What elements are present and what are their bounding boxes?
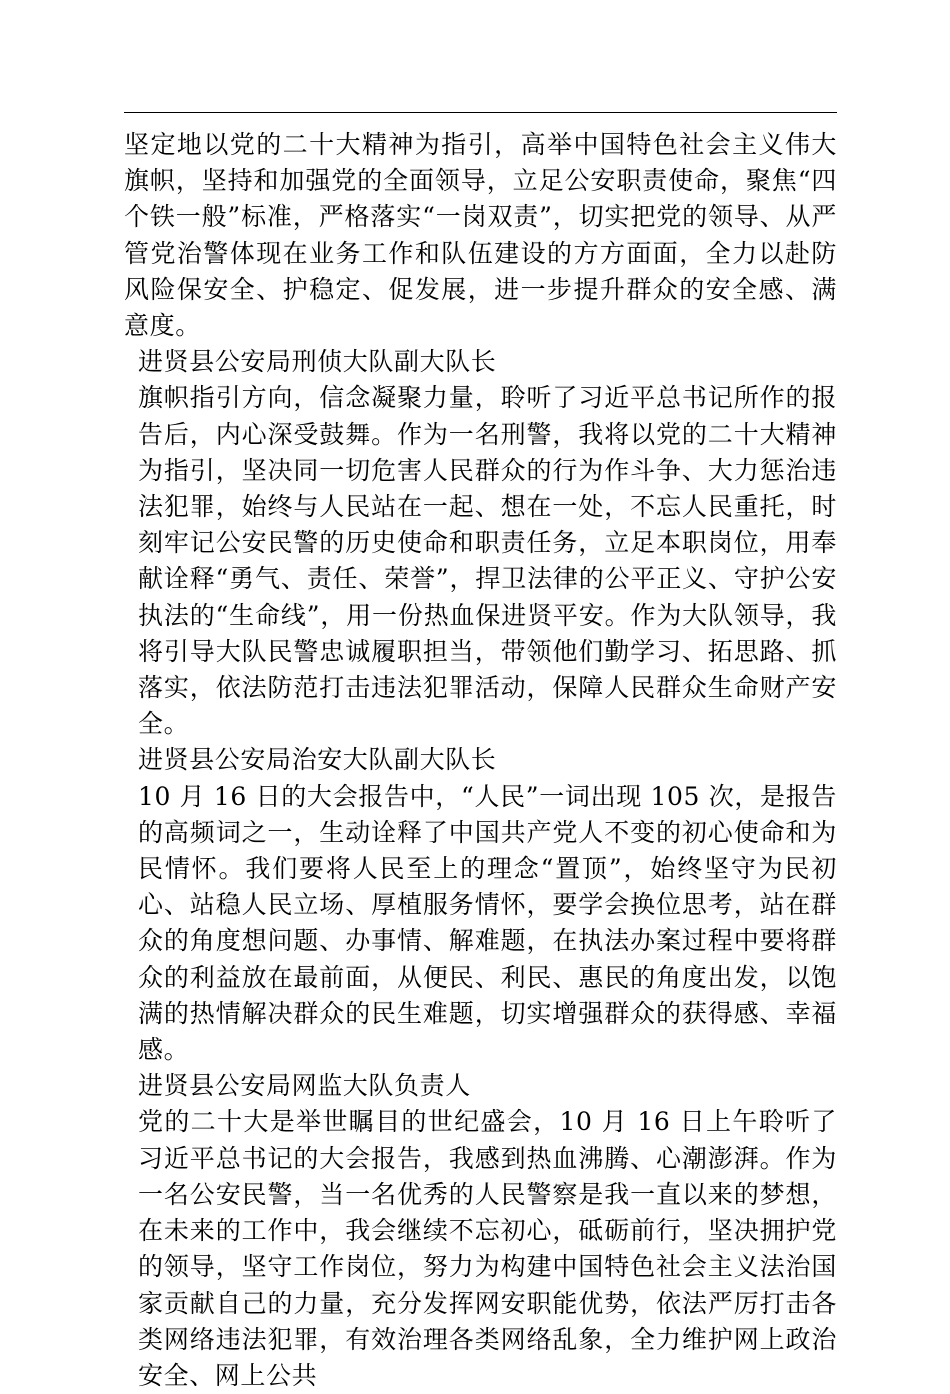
section-heading: 进贤县公安局治安大队副大队长 <box>138 745 497 775</box>
body-paragraph: 坚定地以党的二十大精神为指引，高举中国特色社会主义伟大旗帜，坚持和加强党的全面领导，立足公安职责使命，聚焦“四个铁一般”标准，严格落实“一岗双责”，切实把党的领导、从严管党治警体现在业务工作和队伍建设的方方面面，全力以赴防风险保安全、护稳定、促发展，进一步提升群众的安全感、满意度。 <box>124 130 837 341</box>
section-heading: 进贤县公安局网监大队负责人 <box>138 1071 471 1101</box>
document-body <box>124 127 837 1394</box>
header-rule <box>124 112 837 113</box>
body-paragraph: 旗帜指引方向，信念凝聚力量，聆听了习近平总书记所作的报告后，内心深受鼓舞。作为一名刑警，我将以党的二十大精神为指引，坚决同一切危害人民群众的行为作斗争、大力惩治违法犯罪，始终与人民站在一起、想在一处，不忘人民重托，时刻牢记公安民警的历史使命和职责任务，立足本职岗位，用奉献诠释“勇气、责任、荣誉”，捍卫法律的公平正义、守护公安执法的“生命线”，用一份热血保进贤平安。作为大队领导，我将引导大队民警忠诚履职担当，带领他们勤学习、拓思路、抓落实，依法防范打击违法犯罪活动，保障人民群众生命财产安全。 <box>138 383 837 739</box>
section-heading: 进贤县公安局刑侦大队副大队长 <box>138 347 497 377</box>
body-paragraph: 党的二十大是举世瞩目的世纪盛会，10 月 16 日上午聆听了习近平总书记的大会报告，我感到热血沸腾、心潮澎湃。作为一名公安民警，当一名优秀的人民警察是我一直以来的梦想，在未来的工作中，我会继续不忘初心，砥砺前行，坚决拥护党的领导，坚守工作岗位，努力为构建中国特色社会主义法治国家贡献自己的力量，充分发挥网安职能优势，依法严厉打击各类网络违法犯罪，有效治理各类网络乱象，全力维护网上政治安全、网上公共 <box>138 1107 837 1390</box>
body-paragraph: 10 月 16 日的大会报告中，“人民”一词出现 105 次，是报告的高频词之一，生动诠释了中国共产党人不变的初心使命和为民情怀。我们要将人民至上的理念“置顶”，始终坚守为民初心、站稳人民立场、厚植服务情怀，要学会换位思考，站在群众的角度想问题、办事情、解难题，在执法办案过程中要将群众的利益放在最前面，从便民、利民、惠民的角度出发，以饱满的热情解决群众的民生难题，切实增强群众的获得感、幸福感。 <box>138 781 837 1065</box>
